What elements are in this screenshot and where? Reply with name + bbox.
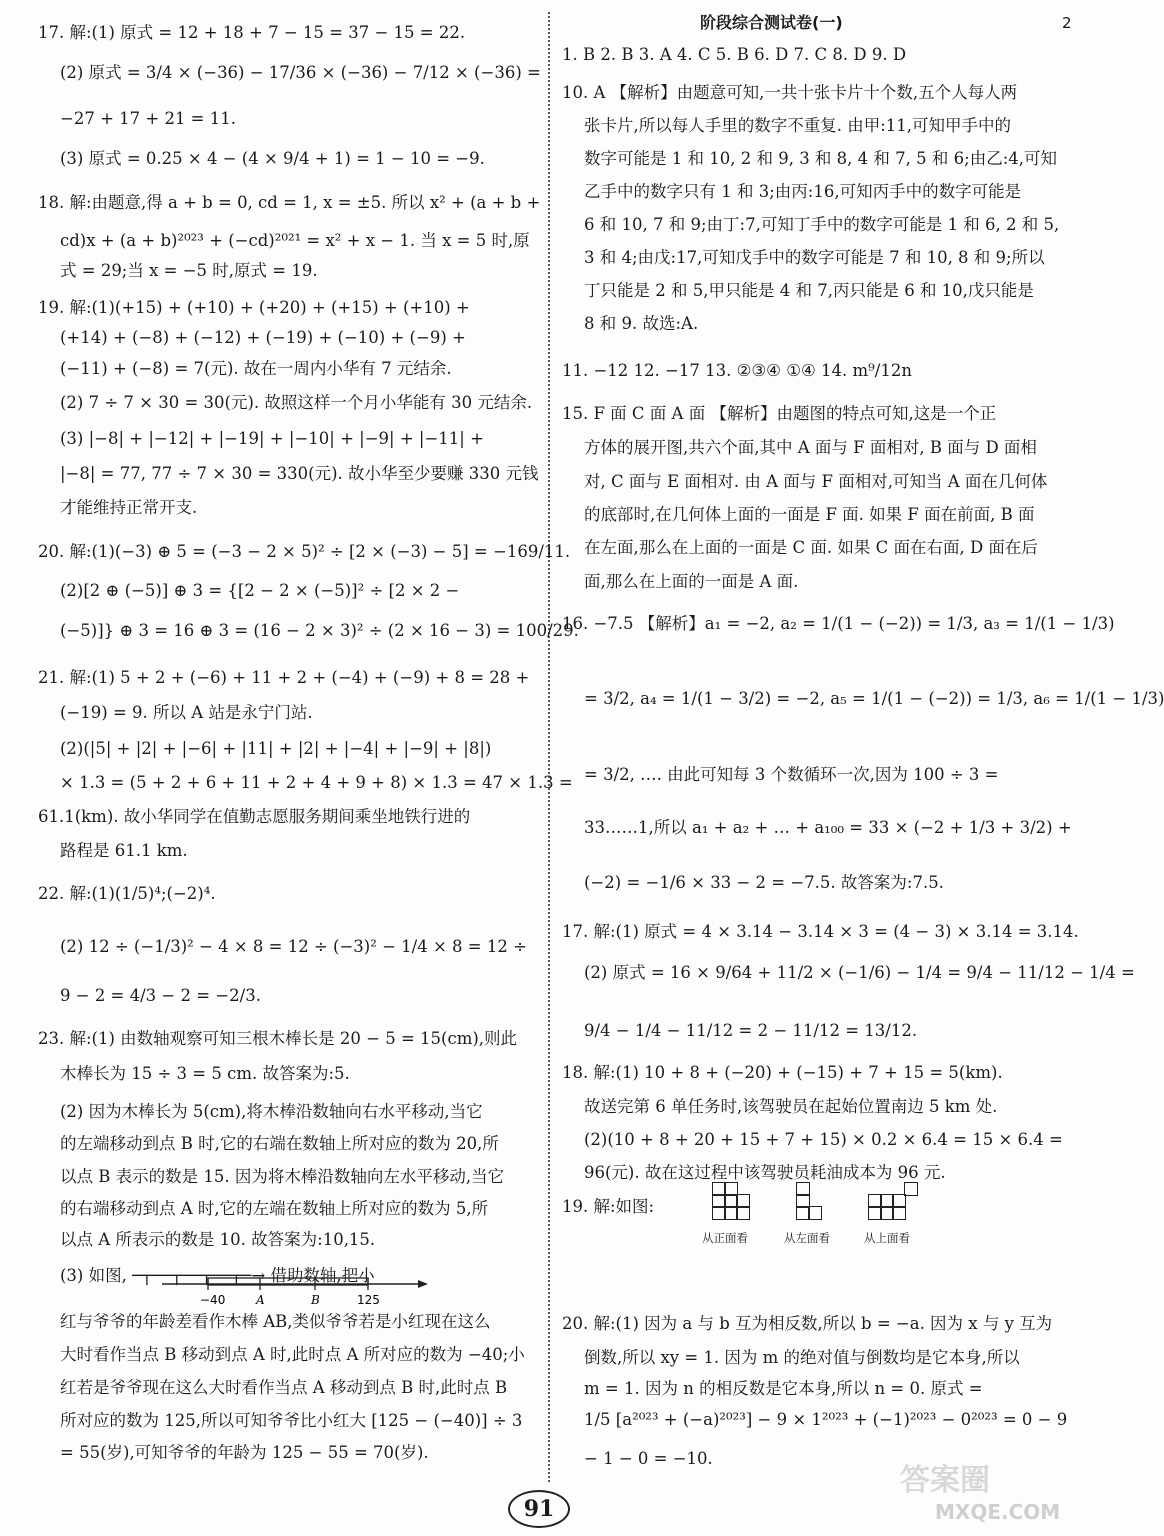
right-text-line: 在左面,那么在上面的一面是 C 面. 如果 C 面在右面, D 面在后 — [584, 538, 1038, 557]
number-line-tick: 125 — [357, 1293, 380, 1307]
right-text-line: 面,那么在上面的一面是 A 面. — [584, 572, 799, 591]
right-text-line: 数字可能是 1 和 10, 2 和 9, 3 和 8, 4 和 7, 5 和 6;由乙:4,可知 — [584, 149, 1057, 168]
column-divider — [548, 12, 550, 1482]
left-text-line: × 1.3 = (5 + 2 + 6 + 11 + 2 + 4 + 9 + 8) × 1.3 = 47 × 1.3 = — [60, 773, 573, 792]
right-text-line: 乙手中的数字只有 1 和 3;由丙:16,可知丙手中的数字可能是 — [584, 182, 1022, 201]
right-text-line: 故送完第 6 单任务时,该驾驶员在起始位置南边 5 km 处. — [584, 1097, 998, 1116]
section-title: 阶段综合测试卷(一) — [700, 13, 843, 32]
left-text-line: 以点 A 所表示的数是 10. 故答案为:10,15. — [60, 1230, 376, 1249]
left-text-line: (2) 12 ÷ (−1/3)² − 4 × 8 = 12 ÷ (−3)² − 1/4 × 8 = 12 ÷ — [60, 937, 527, 956]
left-text-line: cd)x + (a + b)²⁰²³ + (−cd)²⁰²¹ = x² + x − 1. 当 x = 5 时,原 — [60, 231, 530, 250]
right-text-line: 96(元). 故在这过程中该驾驶员耗油成本为 96 元. — [584, 1163, 946, 1182]
left-text-line: = 55(岁),可知爷爷的年龄为 125 − 55 = 70(岁). — [60, 1443, 429, 1462]
left-text-line: 20. 解:(1)(−3) ⊕ 5 = (−3 − 2 × 5)² ÷ [2 × (−3) − 5] = −169/11. — [38, 542, 571, 561]
left-text-line: 式 = 29;当 x = −5 时,原式 = 19. — [60, 261, 318, 280]
left-text-line: 木棒长为 15 ÷ 3 = 5 cm. 故答案为:5. — [60, 1064, 350, 1083]
left-text-line: 22. 解:(1)(1/5)⁴;(−2)⁴. — [38, 884, 216, 903]
right-text-line: (−2) = −1/6 × 33 − 2 = −7.5. 故答案为:7.5. — [584, 873, 944, 892]
right-text-line: = 3/2, …. 由此可知每 3 个数循环一次,因为 100 ÷ 3 = — [584, 765, 999, 784]
right-text-line: − 1 − 0 = −10. — [584, 1449, 713, 1468]
left-text-line: 的左端移动到点 B 时,它的右端在数轴上所对应的数为 20,所 — [60, 1134, 499, 1153]
left-text-line: (+14) + (−8) + (−12) + (−19) + (−10) + (−9) + — [60, 328, 466, 347]
left-text-line: 的右端移动到点 A 时,它的左端在数轴上所对应的数为 5,所 — [60, 1199, 489, 1218]
left-text-line: 61.1(km). 故小华同学在值勤志愿服务期间乘坐地铁行进的 — [38, 807, 471, 826]
left-text-line: (−19) = 9. 所以 A 站是永宁门站. — [60, 703, 313, 722]
number-line-tick: B — [311, 1293, 320, 1307]
left-text-line: 21. 解:(1) 5 + 2 + (−6) + 11 + 2 + (−4) + (−9) + 8 = 28 + — [38, 668, 530, 687]
left-text-line: 大时看作当点 B 移动到点 A 时,此时点 A 所对应的数为 −40;小 — [60, 1345, 525, 1364]
right-text-line: 丁只能是 2 和 5,甲只能是 4 和 7,丙只能是 6 和 10,戊只能是 — [584, 281, 1034, 300]
left-text-line: 路程是 61.1 km. — [60, 841, 188, 860]
page-number: 91 — [508, 1490, 570, 1528]
left-text-line: (2)[2 ⊕ (−5)] ⊕ 3 = {[2 − 2 × (−5)]² ÷ [2 × 2 − — [60, 581, 460, 600]
right-text-line: 19. 解:如图: — [562, 1197, 655, 1216]
page-edge-mark: 2 — [1062, 14, 1072, 32]
right-text-line: 20. 解:(1) 因为 a 与 b 互为相反数,所以 b = −a. 因为 x 与 y 互为 — [562, 1314, 1053, 1333]
left-text-line: (3) 原式 = 0.25 × 4 − (4 × 9/4 + 1) = 1 − 10 = −9. — [60, 149, 485, 168]
left-text-line: 19. 解:(1)(+15) + (+10) + (+20) + (+15) + (+10) + — [38, 298, 470, 317]
left-text-line: 以点 B 表示的数是 15. 因为将木棒沿数轴向左水平移动,当它 — [60, 1167, 505, 1186]
right-text-line: 17. 解:(1) 原式 = 4 × 3.14 − 3.14 × 3 = (4 − 3) × 3.14 = 3.14. — [562, 922, 1079, 941]
right-text-line: = 3/2, a₄ = 1/(1 − 3/2) = −2, a₅ = 1/(1 − (−2)) = 1/3, a₆ = 1/(1 − 1/3) — [584, 689, 1164, 708]
left-text-line: 所对应的数为 125,所以可知爷爷比小红大 [125 − (−40)] ÷ 3 — [60, 1411, 523, 1430]
left-text-line: (2)(|5| + |2| + |−6| + |11| + |2| + |−4| + |−9| + |8|) — [60, 739, 492, 758]
left-text-line: 18. 解:由题意,得 a + b = 0, cd = 1, x = ±5. 所以 x² + (a + b + — [38, 193, 541, 212]
left-text-line: (3) |−8| + |−12| + |−19| + |−10| + |−9| + |−11| + — [60, 429, 484, 448]
right-text-line: 6 和 10, 7 和 9;由丁:7,可知丁手中的数字可能是 1 和 6, 2 和 5, — [584, 215, 1060, 234]
watermark-logo: 答案圈 — [900, 1463, 990, 1498]
left-text-line: (−5)]} ⊕ 3 = 16 ⊕ 3 = (16 − 2 × 3)² ÷ (2 × 16 − 3) = 100/29. — [60, 621, 579, 640]
right-text-line: m = 1. 因为 n 的相反数是它本身,所以 n = 0. 原式 = — [584, 1379, 983, 1398]
right-text-line: 10. A 【解析】由题意可知,一共十张卡片十个数,五个人每人两 — [562, 83, 1018, 102]
number-line-figure — [160, 1268, 430, 1308]
three-view-figure — [702, 1180, 938, 1260]
number-line-tick: −40 — [200, 1293, 226, 1307]
left-text-line: (−11) + (−8) = 7(元). 故在一周内小华有 7 元结余. — [60, 359, 452, 378]
left-text-line: 红与爷爷的年龄差看作木棒 AB,类似爷爷若是小红现在这么 — [60, 1312, 491, 1331]
right-text-line: 倒数,所以 xy = 1. 因为 m 的绝对值与倒数均是它本身,所以 — [584, 1348, 1020, 1367]
left-text-line: −27 + 17 + 21 = 11. — [60, 109, 236, 128]
left-text-line: 红若是爷爷现在这么大时看作当点 A 移动到点 B 时,此时点 B — [60, 1378, 508, 1397]
left-text-line: (2) 原式 = 3/4 × (−36) − 17/36 × (−36) − 7/12 × (−36) = — [60, 63, 541, 82]
left-text-line: 才能维持正常开支. — [60, 498, 198, 517]
left-text-line: 9 − 2 = 4/3 − 2 = −2/3. — [60, 986, 261, 1005]
right-text-line: 的底部时,在几何体上面的一面是 F 面. 如果 F 面在前面, B 面 — [584, 505, 1035, 524]
right-text-line: 11. −12 12. −17 13. ②③④ ①④ 14. m⁹/12n — [562, 361, 912, 380]
right-text-line: 9/4 − 1/4 − 11/12 = 2 − 11/12 = 13/12. — [584, 1021, 918, 1040]
left-text-line: (2) 因为木棒长为 5(cm),将木棒沿数轴向右水平移动,当它 — [60, 1102, 483, 1121]
number-line-tick: A — [256, 1293, 265, 1307]
view-label-top: 从上面看 — [864, 1231, 910, 1245]
right-text-line: 16. −7.5 【解析】a₁ = −2, a₂ = 1/(1 − (−2)) = 1/3, a₃ = 1/(1 − 1/3) — [562, 614, 1115, 633]
right-text-line: 18. 解:(1) 10 + 8 + (−20) + (−15) + 7 + 15 = 5(km). — [562, 1063, 1003, 1082]
view-label-front: 从正面看 — [702, 1231, 748, 1245]
right-text-line: 对, C 面与 E 面相对. 由 A 面与 F 面相对,可知当 A 面在几何体 — [584, 472, 1048, 491]
watermark-url: MXQE.COM — [935, 1500, 1061, 1524]
right-text-line: 1/5 [a²⁰²³ + (−a)²⁰²³] − 9 × 1²⁰²³ + (−1)²⁰²³ − 0²⁰²³ = 0 − 9 — [584, 1410, 1068, 1429]
right-text-line: (2)(10 + 8 + 20 + 15 + 7 + 15) × 0.2 × 6.4 = 15 × 6.4 = — [584, 1130, 1063, 1149]
right-text-line: 8 和 9. 故选:A. — [584, 314, 699, 333]
left-text-line: 23. 解:(1) 由数轴观察可知三根木棒长是 20 − 5 = 15(cm),则此 — [38, 1029, 518, 1048]
right-text-line: 15. F 面 C 面 A 面 【解析】由题图的特点可知,这是一个正 — [562, 404, 997, 423]
right-text-line: 张卡片,所以每人手里的数字不重复. 由甲:11,可知甲手中的 — [584, 116, 1012, 135]
right-text-line: (2) 原式 = 16 × 9/64 + 11/2 × (−1/6) − 1/4 = 9/4 − 11/12 − 1/4 = — [584, 963, 1135, 982]
left-text-line: |−8| = 77, 77 ÷ 7 × 30 = 330(元). 故小华至少要赚 330 元钱 — [60, 464, 539, 483]
right-text-line: 3 和 4;由戊:17,可知戊手中的数字可能是 7 和 10, 8 和 9;所以 — [584, 248, 1045, 267]
right-text-line: 1. B 2. B 3. A 4. C 5. B 6. D 7. C 8. D 9. D — [562, 45, 907, 64]
left-text-line: (2) 7 ÷ 7 × 30 = 30(元). 故照这样一个月小华能有 30 元结余. — [60, 393, 533, 412]
right-text-line: 方体的展开图,共六个面,其中 A 面与 F 面相对, B 面与 D 面相 — [584, 438, 1037, 457]
view-label-left: 从左面看 — [784, 1231, 830, 1245]
left-text-line: 17. 解:(1) 原式 = 12 + 18 + 7 − 15 = 37 − 15 = 22. — [38, 23, 466, 42]
left-text-line: (3) 如图, ─┬──┬──┬──┬─→ 借助数轴,把小 — [60, 1266, 375, 1285]
right-text-line: 33……1,所以 a₁ + a₂ + … + a₁₀₀ = 33 × (−2 + 1/3 + 3/2) + — [584, 818, 1072, 837]
